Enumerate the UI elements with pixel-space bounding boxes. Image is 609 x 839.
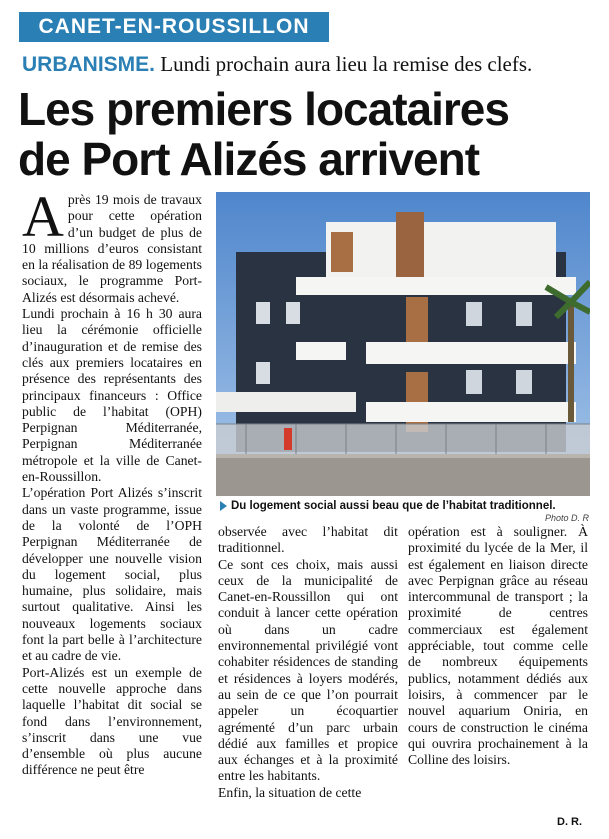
building-illustration [216, 192, 590, 496]
headline-line-1: Les premiers locataires [18, 83, 509, 135]
building-photo [216, 192, 590, 496]
paragraph: Lundi prochain à 16 h 30 aura lieu la cérémonie officielle d’inauguration et de remise des clés aux premiers locataires en présence des représentants des principaux financeurs : Office public de l’habitat (OPH) Perpignan Méditerranée, Perpignan Méditerranée métropole et la ville de Canet-en-Roussillon. [22, 306, 202, 485]
paragraph: observée avec l’habitat dit traditionnel. [218, 524, 398, 556]
drop-cap: A [22, 184, 64, 249]
paragraph: Enfin, la situation de cette [218, 784, 362, 800]
photo-caption: Du logement social aussi beau que de l’habitat traditionnel. [216, 500, 590, 512]
paragraph: Port-Alizés est un exemple de cette nouvelle approche dans laquelle l’habitat dit social se fond dans l’environnement, s’inscrit dans une vue d’ensemble où plus aucune différence ne peut être [22, 664, 202, 778]
kicker-text: Lundi prochain aura lieu la remise des clefs. [160, 52, 533, 76]
paragraph: opération est à souligner. À proximité du lycée de la Mer, il est également en liaison directe avec Perpignan grâce au réseau intercommunal de transport ; la proximité de centres commerciaux est également appréciable, tout comme celle de nombreux équipements publics, notamment dédiés aux loisirs, à commencer par le nouvel aquarium Oniria, en cours de construction le cinéma qui ouvrira prochainement à la Colline des loisirs. [408, 524, 588, 768]
rubric-label: URBANISME. [22, 53, 156, 76]
lead-paragraph: Après 19 mois de travaux pour cette opération d’un budget de plus de 10 millions d’euros consistant en la réalisation de 89 logements sociaux, le programme Port-Alizés est désormais achevé. [22, 184, 202, 305]
article-column-1 [22, 184, 202, 779]
headline [18, 84, 598, 184]
headline-line-2: de Port Alizés arrivent [18, 133, 480, 185]
paragraph: L’opération Port Alizés s’inscrit dans un vaste programme, issue de la volonté de l’OPH Perpignan Méditerranée de développer une nouvelle vision du logement social, plus humaine, plus solidaire, mais surtout qualitative. Ainsi les nouveaux logements sociaux font la part belle à l’architecture et au cadre de vie. [22, 485, 202, 664]
photo-credit: Photo D. R [545, 513, 590, 523]
section-banner: CANET-EN-ROUSSILLON [19, 12, 329, 42]
kicker [22, 52, 532, 77]
caption-arrow-icon [220, 501, 227, 511]
paragraph: Ce sont ces choix, mais aussi ceux de la municipalité de Canet-en-Roussillon qui ont conduit à lancer cette opération où dans un cadre environnemental privilégié vont cohabiter résidences de standing et résidences à loyers modérés, au sein de ce que l’on pourrait appeler un écoquartier agrémenté d’un parc urbain dédié aux familles et propice aux échanges et à la proximité entre les habitants. [218, 556, 398, 784]
article-column-3 [408, 524, 588, 768]
article-column-2 [218, 524, 398, 801]
author-signature: D. R. [557, 816, 583, 828]
